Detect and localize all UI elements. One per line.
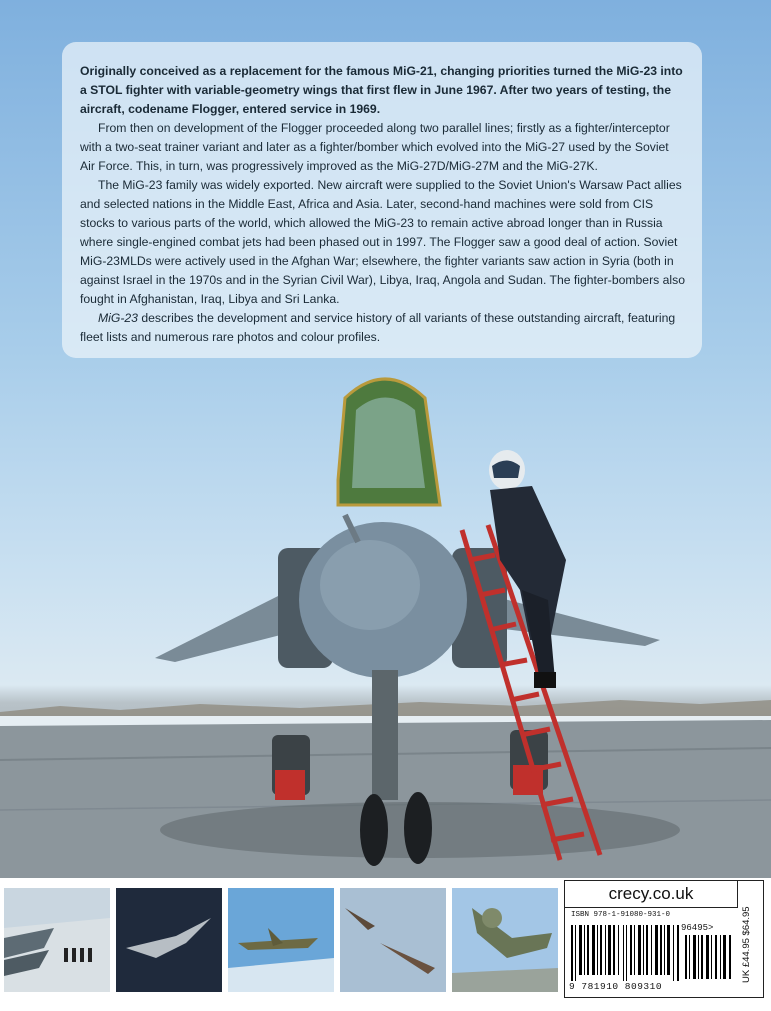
mig-23-photo: [0, 360, 771, 878]
paragraph-summary: [80, 309, 686, 347]
description-panel: [62, 42, 702, 358]
book-title: MiG-23: [98, 311, 138, 325]
paragraph-development: From then on development of the Flogger proceeded along two parallel lines; firstly as a fighter/interceptor with a two-seat trainer variant and later as a fighter/bomber which evolved into the MiG-27 used by the Soviet Air Force. This, in turn, was progressively improved as the MiG-27D/MiG-27M and the MiG-27K.: [80, 121, 670, 173]
isbn-barcode: [571, 925, 681, 981]
paragraph-export: The MiG-23 family was widely exported. New aircraft were supplied to the Soviet Union's Warsaw Pact allies and selected nations in the Middle East, Africa and Asia. Later, second-hand machines were sold from CIS stocks to various parts of the world, which allowed the MiG-23 to remain active abroad longer than in Russia where single-engined combat jets had been phased out in 1997. The Flogger saw a good deal of action. Soviet MiG-23MLDs were actively used in the Afghan War; elsewhere, the fighter variants saw action in Syria (both in against Israel in the 1970s and in the Syrian Civil War), Libya, Iraq, Angola and Sudan. The fighter-bombers also fought in Afghanistan, Iraq, Libya and Sri Lanka.: [80, 178, 685, 306]
thumbnail-pair-flight: [340, 888, 446, 992]
ean-digits: 9 781910 809310: [569, 981, 663, 992]
summary-text: describes the development and service history of all variants of these outstanding aircraft, featuring fleet lists and numerous rare photos and colour profiles.: [80, 311, 676, 344]
thumbnail-dark-sky: [116, 888, 222, 992]
isbn-label: ISBN 978-1-91080-931-0: [571, 911, 671, 919]
publisher-website[interactable]: crecy.co.uk: [565, 881, 738, 908]
price-vertical: [739, 893, 763, 987]
price-addon-barcode: [685, 935, 733, 979]
thumbnail-jet-closeup: [452, 888, 558, 992]
lead-paragraph: Originally conceived as a replacement for the famous MiG-21, changing priorities turned the MiG-23 into a STOL fighter with variable-geometry wings that first flew in June 1967. After two years of testing, the aircraft, codename Flogger, entered service in 1969.: [80, 64, 683, 116]
price-addon-digits: 96495>: [681, 923, 714, 933]
thumbnail-runway-lineup: [4, 888, 110, 992]
price-text: UK £44.95 $64.95: [741, 906, 752, 983]
barcode-panel: [564, 880, 764, 998]
thumbnail-camo-flight: [228, 888, 334, 992]
